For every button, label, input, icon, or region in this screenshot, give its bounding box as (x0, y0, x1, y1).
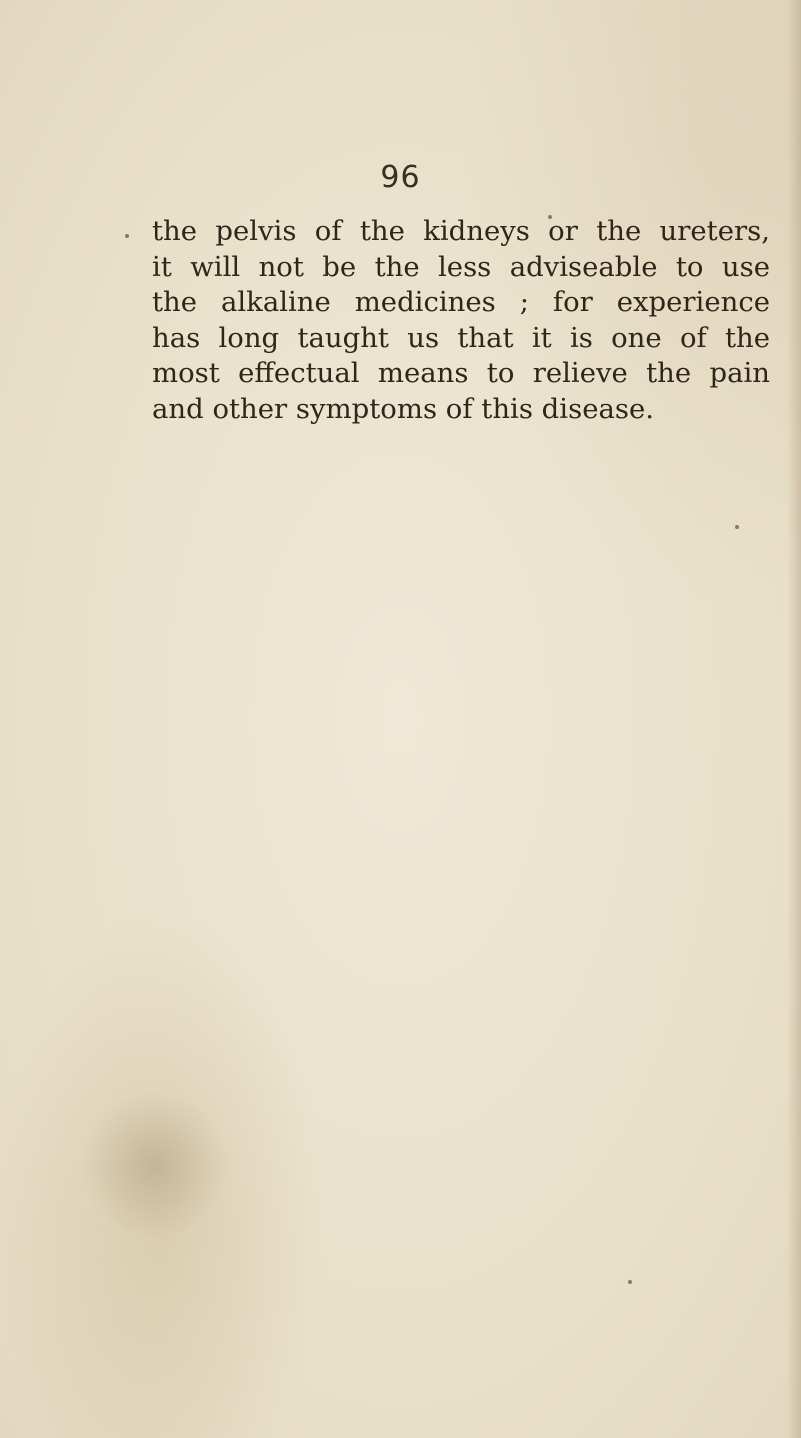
paper-speck (125, 234, 129, 238)
paper-speck (735, 525, 739, 529)
text-line: most effectual means to relieve the pain (152, 357, 770, 389)
text-line: it will not be the less adviseable to use (152, 250, 770, 283)
text-line: has long taught us that it is one of the (152, 321, 770, 354)
page-number: 96 (380, 160, 421, 195)
page-edge-shadow (787, 0, 801, 1438)
text-line: the pelvis of the kidneys or the ureters, (152, 215, 770, 247)
body-paragraph (152, 214, 770, 427)
text-line: the alkaline medicines ; for experience (152, 286, 770, 318)
text-line: and other symptoms of this disease. (152, 392, 654, 425)
paper-speck (628, 1280, 632, 1284)
paper-stain (80, 1090, 230, 1240)
